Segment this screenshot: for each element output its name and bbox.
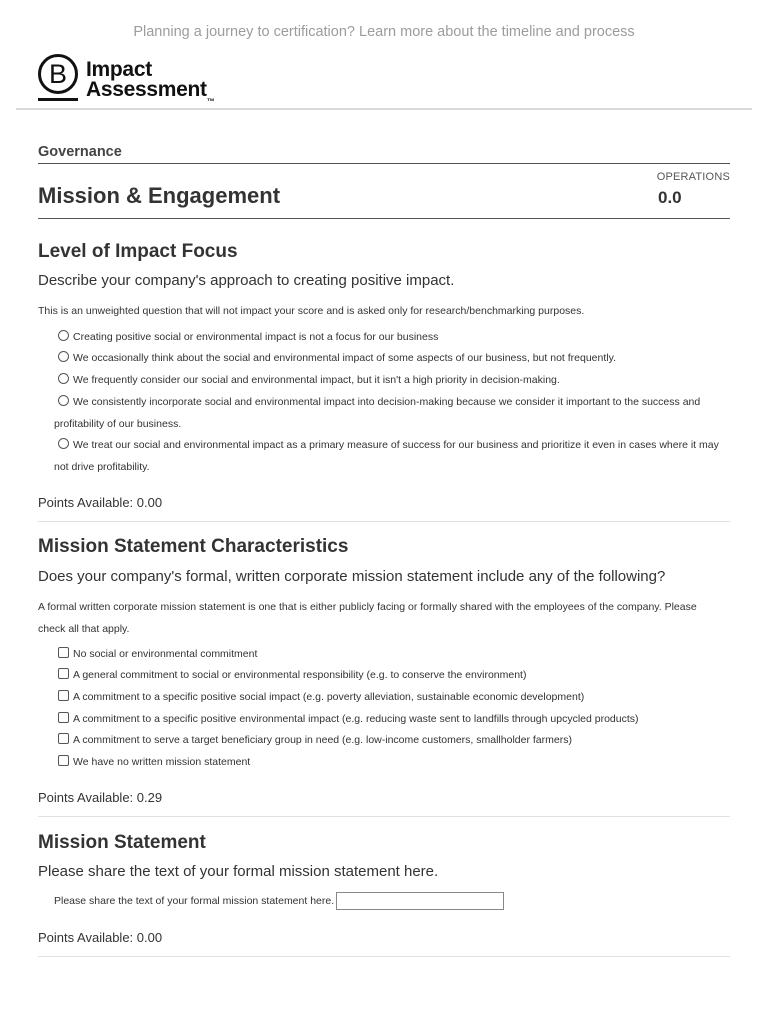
question-prompt-impact-focus: Describe your company's approach to creating positive impact. <box>38 272 455 289</box>
checkbox-option[interactable] <box>54 751 730 773</box>
certification-info-link[interactable]: Planning a journey to certification? Learn more about the timeline and process <box>133 24 635 40</box>
radio-option[interactable] <box>54 369 730 391</box>
radio-option[interactable] <box>54 326 730 348</box>
category-divider <box>38 163 730 164</box>
checkbox[interactable] <box>58 712 69 723</box>
section-divider <box>38 218 730 219</box>
points-available: Points Available: 0.00 <box>38 495 163 510</box>
radio-button[interactable] <box>58 351 69 362</box>
radio-button[interactable] <box>58 373 69 384</box>
checkbox-option[interactable] <box>54 708 730 730</box>
question-prompt-mission-characteristics: Does your company's formal, written corporate mission statement include any of the following? <box>38 568 666 585</box>
checkbox-option[interactable] <box>54 686 730 708</box>
checkbox[interactable] <box>58 690 69 701</box>
logo-line1: Impact <box>86 58 152 81</box>
points-available: Points Available: 0.29 <box>38 790 163 805</box>
radio-option-label: We treat our social and environmental impact as a primary measure of success for our business and prioritize it even in cases where it may not drive profitability. <box>54 439 719 473</box>
logo-underline-icon <box>38 98 78 101</box>
category-heading: Governance <box>38 144 122 160</box>
question-note-impact-focus: This is an unweighted question that will not impact your score and is asked only for research/benchmarking purposes. <box>38 305 585 317</box>
logo-line2: Assessment <box>86 78 207 101</box>
question-title-impact-focus: Level of Impact Focus <box>38 241 238 262</box>
question-divider <box>38 816 730 817</box>
radio-button[interactable] <box>58 395 69 406</box>
radio-option[interactable] <box>54 391 730 435</box>
checkbox-option-label: No social or environmental commitment <box>73 648 258 660</box>
question-prompt-mission-statement: Please share the text of your formal mission statement here. <box>38 863 439 880</box>
mission-statement-row <box>54 892 504 910</box>
checkbox-option[interactable] <box>54 729 730 751</box>
checkbox-option-label: A general commitment to social or environmental responsibility (e.g. to conserve the environment) <box>73 669 527 681</box>
radio-button[interactable] <box>58 438 69 449</box>
mission-statement-field-label: Please share the text of your formal mission statement here. <box>54 895 335 907</box>
operations-label: OPERATIONS <box>656 171 730 183</box>
radio-option[interactable] <box>54 434 730 478</box>
checkbox-option-label: A commitment to serve a target beneficiary group in need (e.g. low-income customers, smallholder farmers) <box>73 734 572 746</box>
checkbox[interactable] <box>58 733 69 744</box>
radio-option-label: Creating positive social or environmental impact is not a focus for our business <box>73 331 439 343</box>
operations-score: 0.0 <box>658 188 682 207</box>
logo-trademark: ™ <box>206 97 215 106</box>
checkbox[interactable] <box>58 755 69 766</box>
radio-option-label: We occasionally think about the social and environmental impact of some aspects of our business, but not frequently. <box>73 352 616 364</box>
checkbox[interactable] <box>58 668 69 679</box>
question-divider <box>38 521 730 522</box>
question-title-mission-characteristics: Mission Statement Characteristics <box>38 536 349 557</box>
checkbox-option-label: We have no written mission statement <box>73 756 251 768</box>
checkbox-option[interactable] <box>54 643 730 665</box>
checkbox-option-label: A commitment to a specific positive environmental impact (e.g. reducing waste sent to landfills through upcycled products) <box>73 713 639 725</box>
radio-option-label: We consistently incorporate social and environmental impact into decision-making because we consider it important to the success and profitability of our business. <box>54 396 701 430</box>
checkbox-option-label: A commitment to a specific positive social impact (e.g. poverty alleviation, sustainable economic development) <box>73 691 585 703</box>
logo-b-letter: B <box>48 59 67 89</box>
radio-option-label: We frequently consider our social and environmental impact, but it isn't a high priority in decision-making. <box>73 374 560 386</box>
points-available: Points Available: 0.00 <box>38 930 163 945</box>
radio-option[interactable] <box>54 347 730 369</box>
header-divider <box>16 108 752 110</box>
logo-wordmark <box>86 58 215 106</box>
checkbox[interactable] <box>58 647 69 658</box>
mission-statement-input[interactable] <box>336 892 504 910</box>
checkbox-option[interactable] <box>54 664 730 686</box>
question-divider <box>38 956 730 957</box>
radio-button[interactable] <box>58 330 69 341</box>
question-note-mission-characteristics: A formal written corporate mission statement is one that is either publicly facing or formally shared with the employees of the company. Please check all that apply. <box>38 601 697 635</box>
question-title-mission-statement: Mission Statement <box>38 832 206 853</box>
section-title: Mission & Engagement <box>38 183 281 208</box>
